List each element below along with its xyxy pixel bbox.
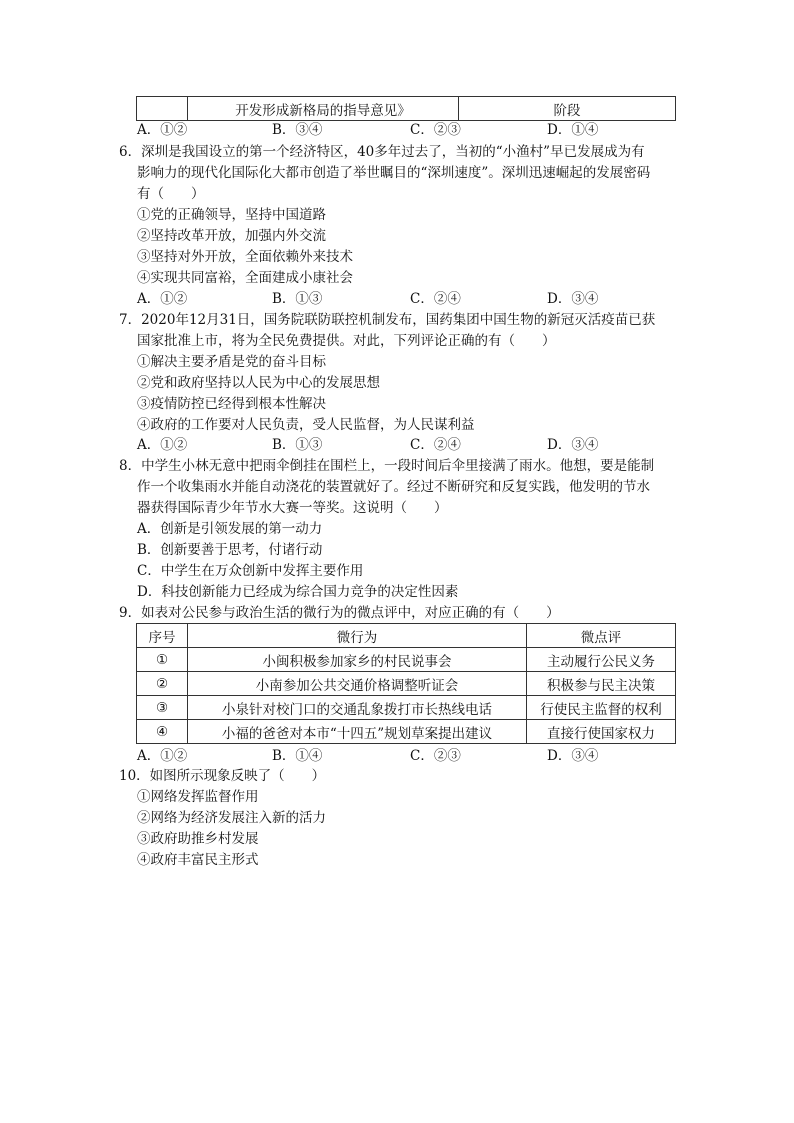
q6-choice-a: A．①②	[137, 291, 188, 307]
q7-choice-b: B．①③	[272, 437, 323, 453]
q7-stem-line-2: 国家批准上市，将为全民免费提供。对此，下列评论正确的有（ ）	[137, 333, 556, 349]
q6-choice-c: C．②④	[410, 291, 461, 307]
q9-row4-no: ④	[137, 720, 188, 744]
q10-item-2: ②网络为经济发展注入新的活力	[137, 810, 326, 826]
q6-item-1: ①党的正确领导，坚持中国道路	[137, 207, 326, 223]
q9-table	[136, 623, 676, 744]
q6-stem-line-1: 6．深圳是我国设立的第一个经济特区，40多年过去了，当初的“小渔村”早已发展成为有	[119, 144, 645, 160]
q9-row2-no: ②	[137, 672, 188, 696]
top-table-cell-empty	[137, 97, 188, 121]
q5-choice-d: D．①④	[547, 122, 599, 138]
q7-item-2: ②党和政府坚持以人民为中心的发展思想	[137, 375, 380, 391]
top-table-cell-3: 阶段	[459, 97, 676, 121]
q6-item-3: ③坚持对外开放，全面依赖外来技术	[137, 249, 353, 265]
q9-header-comment: 微点评	[527, 624, 676, 648]
q9-stem: 9．如表对公民参与政治生活的微行为的微点评中，对应正确的有（ ）	[119, 605, 560, 621]
q9-row4-comment: 直接行使国家权力	[527, 720, 676, 744]
q7-choice-a: A．①②	[137, 437, 188, 453]
q10-item-3: ③政府助推乡村发展	[137, 831, 259, 847]
q7-item-3: ③疫情防控已经得到根本性解决	[137, 396, 326, 412]
q9-row2-behavior: 小南参加公共交通价格调整听证会	[188, 672, 527, 696]
q9-table-header-row	[137, 624, 676, 648]
q9-row1-no: ①	[137, 648, 188, 672]
q5-choice-c: C．②③	[410, 122, 461, 138]
q9-row1-behavior: 小闽积极参加家乡的村民说事会	[188, 648, 527, 672]
table-row	[137, 696, 676, 720]
q9-row4-behavior: 小福的爸爸对本市“十四五”规划草案提出建议	[188, 720, 527, 744]
q8-option-d: D．科技创新能力已经成为综合国力竞争的决定性因素	[137, 584, 459, 600]
q7-stem-line-1: 7．2020年12月31日，国务院联防联控机制发布，国药集团中国生物的新冠灭活疫苗已获	[119, 312, 656, 328]
q8-stem-line-1: 8．中学生小林无意中把雨伞倒挂在围栏上，一段时间后伞里接满了雨水。他想，要是能制	[119, 458, 655, 474]
q9-row1-comment: 主动履行公民义务	[527, 648, 676, 672]
q6-stem-line-3: 有（ ）	[137, 186, 205, 202]
q9-row2-comment: 积极参与民主决策	[527, 672, 676, 696]
q9-row3-comment: 行使民主监督的权利	[527, 696, 676, 720]
q9-header-no: 序号	[137, 624, 188, 648]
q7-item-1: ①解决主要矛盾是党的奋斗目标	[137, 354, 326, 370]
top-table	[136, 96, 676, 121]
table-row	[137, 720, 676, 744]
table-row	[137, 648, 676, 672]
q9-choice-b: B．①④	[272, 748, 323, 764]
q10-item-4: ④政府丰富民主形式	[137, 852, 259, 868]
q7-item-4: ④政府的工作要对人民负责，受人民监督，为人民谋利益	[137, 417, 475, 433]
q8-stem-line-2: 作一个收集雨水并能自动浇花的装置就好了。经过不断研究和反复实践，他发明的节水	[137, 479, 650, 495]
table-row	[137, 672, 676, 696]
q9-choice-d: D．③④	[547, 748, 599, 764]
q10-item-1: ①网络发挥监督作用	[137, 789, 259, 805]
q5-choice-a: A．①②	[137, 122, 188, 138]
q8-option-a: A．创新是引领发展的第一动力	[137, 521, 323, 537]
q6-item-4: ④实现共同富裕，全面建成小康社会	[137, 270, 353, 286]
q9-choice-a: A．①②	[137, 748, 188, 764]
q9-row3-behavior: 小泉针对校门口的交通乱象拨打市长热线电话	[188, 696, 527, 720]
q8-option-b: B．创新要善于思考，付诸行动	[137, 542, 323, 558]
q9-header-behavior: 微行为	[188, 624, 527, 648]
q8-option-c: C．中学生在万众创新中发挥主要作用	[137, 563, 364, 579]
q6-stem-line-2: 影响力的现代化国际化大都市创造了举世瞩目的“深圳速度”。深圳迅速崛起的发展密码	[137, 165, 651, 181]
q7-choice-d: D．③④	[547, 437, 599, 453]
q9-choice-c: C．②③	[410, 748, 461, 764]
top-table-cell-2: 开发形成新格局的指导意见》	[188, 97, 459, 121]
q5-choice-b: B．③④	[272, 122, 323, 138]
q7-choice-c: C．②④	[410, 437, 461, 453]
q9-row3-no: ③	[137, 696, 188, 720]
q8-stem-line-3: 器获得国际青少年节水大赛一等奖。这说明（ ）	[137, 500, 448, 516]
q6-choice-b: B．①③	[272, 291, 323, 307]
q10-stem: 10．如图所示现象反映了（ ）	[119, 768, 326, 784]
q6-choice-d: D．③④	[547, 291, 599, 307]
q6-item-2: ②坚持改革开放，加强内外交流	[137, 228, 326, 244]
